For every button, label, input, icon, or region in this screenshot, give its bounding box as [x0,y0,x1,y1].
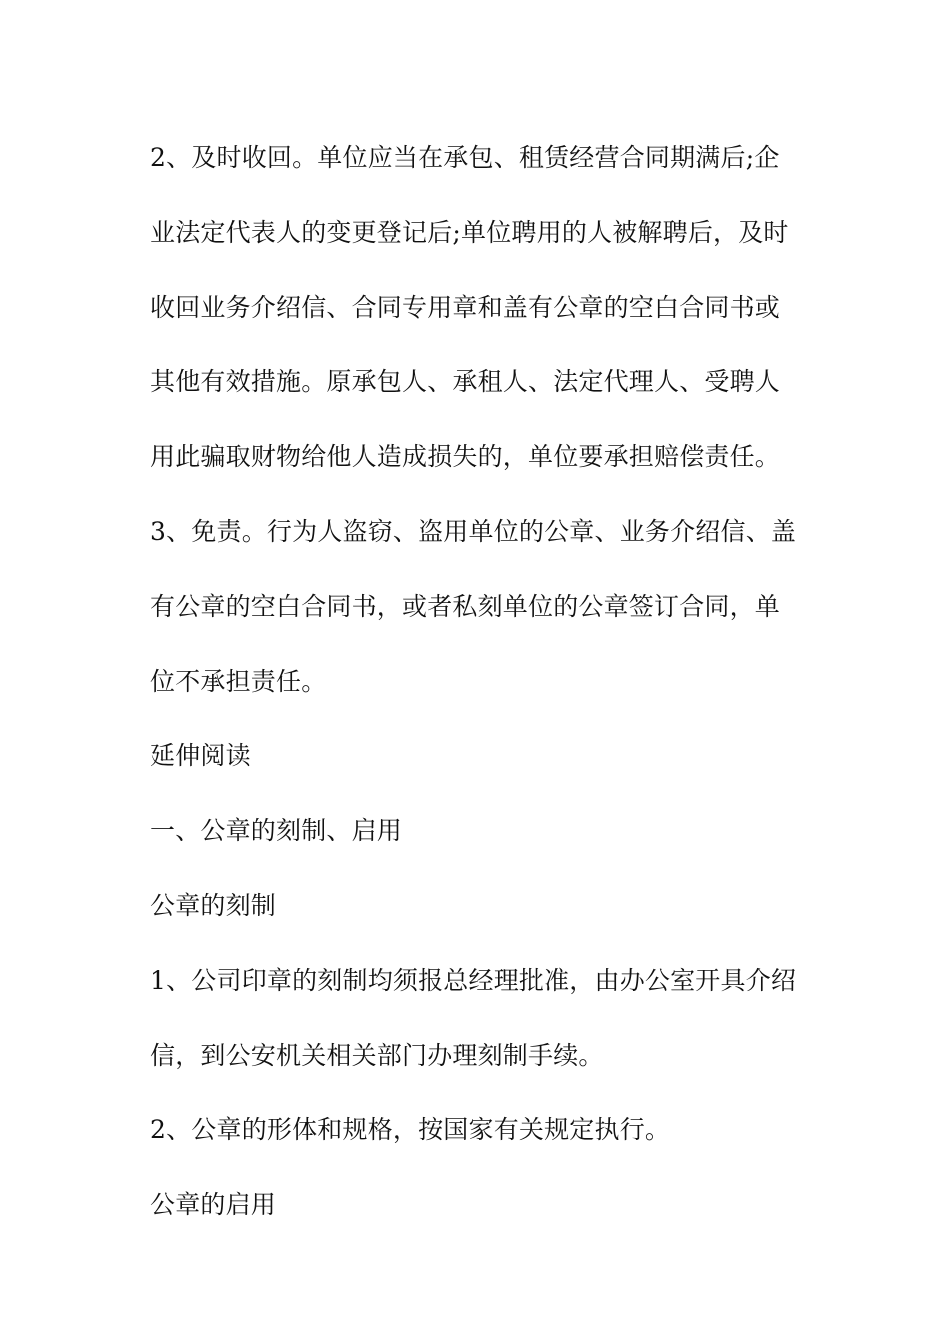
paragraph-line: 业法定代表人的变更登记后;单位聘用的人被解聘后，及时 [150,217,789,247]
document-body [150,121,810,1243]
paragraph-line: 2、公章的形体和规格，按国家有关规定执行。 [150,1115,671,1145]
paragraph-line: 信，到公安机关相关部门办理刻制手续。 [150,1040,604,1070]
section-heading: 一、公章的刻制、启用 [150,816,403,846]
paragraph-line: 有公章的空白合同书，或者私刻单位的公章签订合同，单 [150,591,781,621]
paragraph-line: 其他有效措施。原承包人、承租人、法定代理人、受聘人 [150,367,781,397]
paragraph-line: 3、免责。行为人盗窃、盗用单位的公章、业务介绍信、盖 [150,516,797,546]
paragraph-line: 收回业务介绍信、合同专用章和盖有公章的空白合同书或 [150,292,781,322]
paragraph-line: 1、公司印章的刻制均须报总经理批准，由办公室开具介绍 [150,965,797,995]
subsection-heading: 公章的启用 [150,1190,277,1220]
paragraph-line: 用此骗取财物给他人造成损失的，单位要承担赔偿责任。 [150,442,781,472]
subsection-heading: 公章的刻制 [150,890,277,920]
paragraph-line: 位不承担责任。 [150,666,327,696]
section-heading: 延伸阅读 [150,741,251,771]
paragraph-line: 2、及时收回。单位应当在承包、租赁经营合同期满后;企 [150,143,780,172]
